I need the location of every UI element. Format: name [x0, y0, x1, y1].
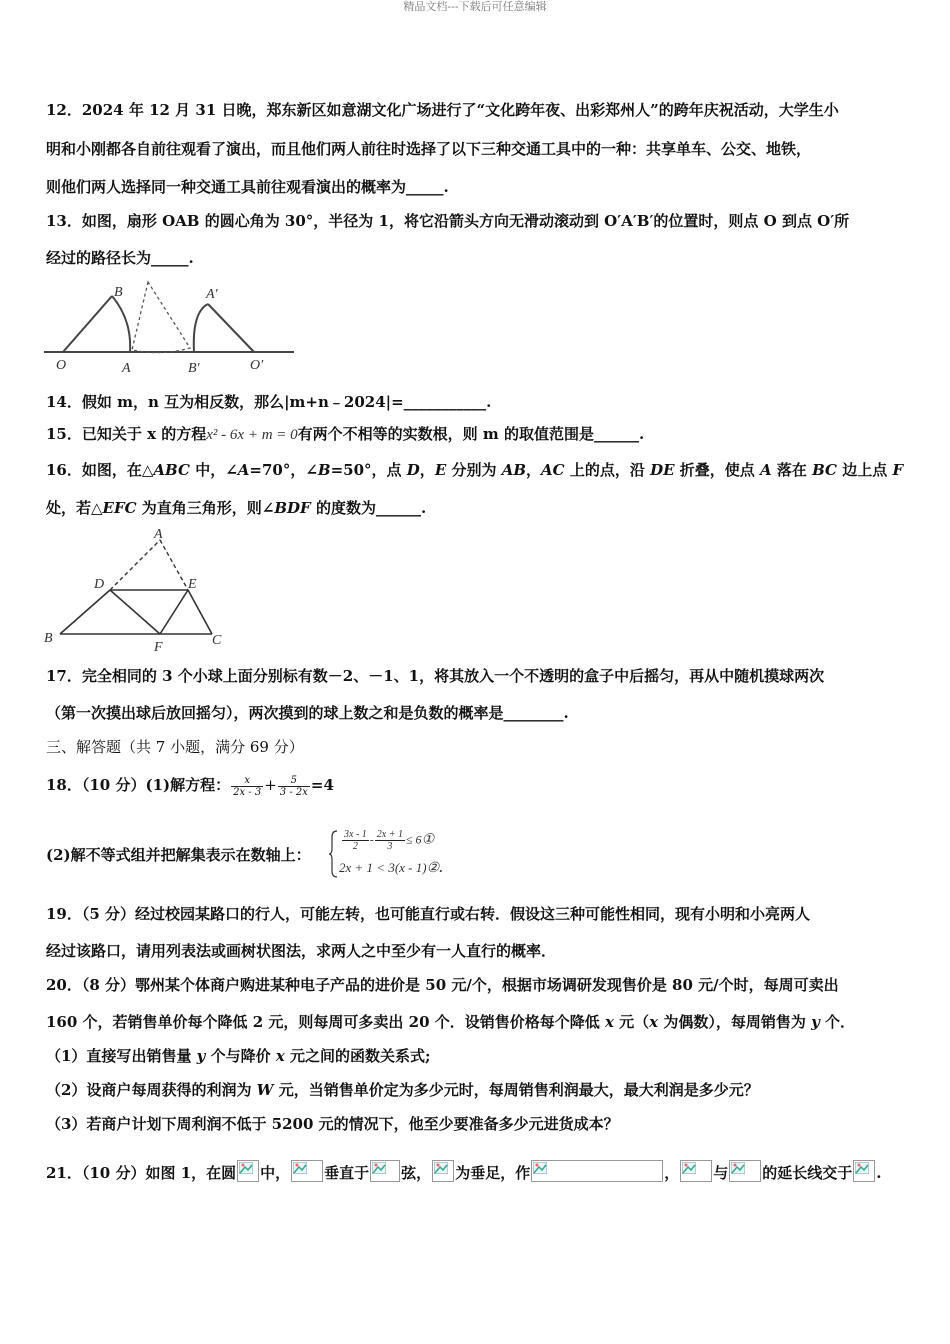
q16-f: F	[892, 461, 904, 479]
q16-t: =70°，∠	[249, 461, 318, 479]
broken-image-icon	[853, 1160, 875, 1182]
ineq-2-text: 2x + 1 < 3(x - 1)	[339, 860, 427, 875]
q16-t: 落在	[771, 461, 813, 479]
q20-t: 个与降价	[205, 1047, 276, 1065]
q12-line2: 明和小刚都各自前往观看了演出，而且他们两人前往时选择了以下三种交通工具中的一种：共享单车、公交、地铁，	[46, 140, 812, 158]
label-F: F	[154, 640, 163, 655]
frac-den: 3 - 2x	[279, 786, 308, 798]
q18-part2: (2)解不等式组并把解集表示在数轴上：	[46, 846, 311, 864]
q16-t: 折叠，使点	[674, 461, 760, 479]
q14-line1: 14．假如 m，n 互为相反数，那么|m+n﹣2024|=___________.	[46, 393, 492, 411]
q16-b: B	[317, 461, 331, 479]
q17-line2: （第一次摸出球后放回摇匀），两次摸到的球上数之和是负数的概率是________.	[46, 704, 569, 722]
frac-num: 2x + 1	[376, 829, 403, 840]
broken-image-icon	[291, 1160, 323, 1182]
broken-image-icon	[729, 1160, 761, 1182]
label-E: E	[188, 577, 197, 592]
q20-t: 个．	[819, 1013, 856, 1031]
label-B: B	[114, 285, 123, 300]
plus-sign: +	[264, 776, 277, 794]
q16-bc: BC	[812, 461, 837, 479]
q20-t: 元（	[613, 1013, 650, 1031]
frac-den: 3	[387, 841, 393, 852]
q16-t: 分别为	[446, 461, 502, 479]
q16-t: 上的点，沿	[564, 461, 651, 479]
period: .	[439, 860, 443, 875]
label-O-prime: O′	[250, 358, 264, 373]
var-w: W	[256, 1081, 274, 1099]
q16-t: 处，若△	[46, 499, 103, 517]
q16-efc: EFC	[102, 499, 137, 517]
label-B-prime: B′	[188, 361, 200, 376]
broken-image-icon	[432, 1160, 454, 1182]
q13-line1: 13．如图，扇形 OAB 的圆心角为 30°，半径为 1，将它沿箭头方向无滑动滚动到 O′A′B′的位置时，则点 O 到点 O′所	[46, 212, 850, 230]
q21-t: 中，	[260, 1164, 291, 1182]
frac-num: x	[231, 775, 263, 787]
q21-t: 弦，	[401, 1164, 432, 1182]
q16-ab: AB	[501, 461, 527, 479]
ineq-frac-2	[375, 829, 405, 852]
label-A-prime: A′	[206, 287, 218, 302]
tag-2: ②	[426, 861, 440, 876]
inequality-2	[339, 860, 442, 877]
section-title: 三、解答题（共 7 小题，满分 69 分）	[46, 738, 304, 756]
label-B: B	[44, 631, 53, 646]
q20-t: 元之间的函数关系式;	[284, 1047, 431, 1065]
frac-den: 2x - 3	[233, 786, 262, 798]
q16-t: 16．如图，在△	[46, 461, 154, 479]
q21-line1	[46, 1160, 906, 1183]
label-C: C	[212, 633, 222, 648]
var-x: x	[275, 1047, 285, 1065]
q12-line1: 12．2024 年 12 月 31 日晚，郑东新区如意湖文化广场进行了“文化跨年夜、出彩郑州人”的跨年庆祝活动，大学生小	[46, 101, 839, 119]
frac-num: 3x - 1	[344, 829, 367, 840]
sector-rolling-figure	[44, 278, 294, 376]
q17-line1: 17．完全相同的 3 个小球上面分别标有数－2、－1、1，将其放入一个不透明的盒子中后摇匀，再从中随机摸球两次	[46, 667, 825, 685]
q20-t: （1）直接写出销售量	[46, 1047, 197, 1065]
frac-num: 5	[278, 775, 310, 787]
q16-bdf: BDF	[274, 499, 311, 517]
inequality-1	[341, 829, 434, 852]
q18-fraction-1	[231, 775, 263, 798]
q21-t: 与	[713, 1164, 729, 1182]
q16-d: D	[406, 461, 420, 479]
q21-t: ，	[664, 1164, 680, 1182]
var-y: y	[196, 1047, 206, 1065]
q15-post: 有两个不相等的实数根，则 m 的取值范围是______.	[297, 425, 645, 443]
var-x: x	[604, 1013, 614, 1031]
broken-image-icon	[680, 1160, 712, 1182]
inequality-system	[329, 829, 479, 879]
q16-a: A	[237, 461, 250, 479]
ineq-rhs: ≤ 6	[405, 832, 422, 847]
q21-t: 的延长线交于	[762, 1164, 853, 1182]
label-D: D	[94, 577, 105, 592]
q16-t: 中，∠	[189, 461, 238, 479]
q16-t: 为直角三角形，则∠	[136, 499, 275, 517]
broken-image-icon	[531, 1160, 663, 1182]
label-A: A	[122, 361, 131, 376]
label-A: A	[154, 527, 163, 542]
q12-line3: 则他们两人选择同一种交通工具前往观看演出的概率为_____.	[46, 178, 449, 196]
broken-image-icon	[370, 1160, 400, 1182]
q16-t: 边上点	[836, 461, 893, 479]
q16-ac: AC	[541, 461, 565, 479]
page-header: 精品文档---下载后可任意编辑	[403, 0, 547, 13]
q18-fraction-2	[278, 775, 310, 798]
triangle-fold-figure	[40, 524, 230, 656]
q16-t: ，	[419, 461, 435, 479]
var-y: y	[811, 1013, 820, 1031]
label-O: O	[56, 358, 67, 373]
q16-line2	[46, 498, 906, 518]
q16-a2: A	[759, 461, 772, 479]
q16-t: ，	[526, 461, 542, 479]
q20-line2	[46, 1012, 906, 1032]
q15-pre: 15．已知关于 x 的方程	[46, 425, 207, 443]
q19-line1: 19．（5 分）经过校园某路口的行人，可能左转，也可能直行或右转．假设这三种可能性相同，现有小明和小亮两人	[46, 905, 811, 923]
q16-t: =50°，点	[330, 461, 407, 479]
q20-sub1	[46, 1046, 906, 1066]
minus-sign: -	[369, 832, 374, 847]
var-x: x	[649, 1013, 659, 1031]
q21-t: 为垂足，作	[455, 1164, 531, 1182]
tag-1: ①	[421, 832, 435, 848]
q16-line1	[46, 460, 906, 480]
q20-t: 元，当销售单价定为多少元时，每周销售利润最大，最大利润是多少元？	[273, 1081, 759, 1099]
broken-image-icon	[237, 1160, 259, 1182]
q18-line1	[46, 770, 906, 804]
frac-den: 2	[352, 841, 358, 852]
q16-t: 的度数为______.	[310, 499, 427, 517]
q20-sub2	[46, 1080, 906, 1100]
q18-pre: 18．（10 分）(1)解方程：	[46, 776, 231, 794]
q20-line1: 20．（8 分）鄂州某个体商户购进某种电子产品的进价是 50 元/个，根据市场调研发现售价是 80 元/个时，每周可卖出	[46, 976, 839, 994]
ineq-frac-1	[342, 829, 369, 852]
q21-t: .	[876, 1164, 882, 1182]
q13-line2: 经过的路径长为_____.	[46, 249, 194, 267]
q20-t: 160 个，若销售单价每个降低 2 元，则每周可多卖出 20 个．设销售价格每个降低	[46, 1013, 605, 1031]
q20-t: 为偶数），每周销售为	[658, 1013, 812, 1031]
q20-t: （2）设商户每周获得的利润为	[46, 1081, 257, 1099]
q21-t: 21．（10 分）如图 1，在圆	[46, 1164, 237, 1182]
q15-equation: x² - 6x + m = 0	[206, 427, 298, 443]
q16-de: DE	[650, 461, 675, 479]
q15-line1	[46, 424, 906, 445]
q16-abc: ABC	[153, 461, 190, 479]
left-brace-icon	[329, 829, 339, 879]
q19-line2: 经过该路口，请用列表法或画树状图法，求两人之中至少有一人直行的概率．	[46, 942, 557, 960]
q16-e: E	[434, 461, 447, 479]
q20-sub3: （3）若商户计划下周利润不低于 5200 元的情况下，他至少要准备多少元进货成本？	[46, 1115, 619, 1133]
q21-t: 垂直于	[324, 1164, 370, 1182]
q18-post: =4	[310, 776, 334, 794]
